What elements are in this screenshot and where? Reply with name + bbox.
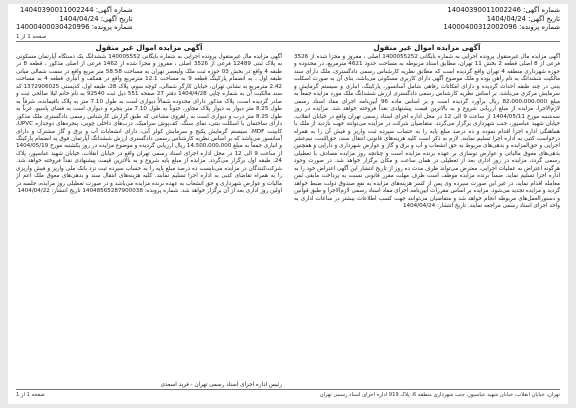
header-divider (16, 41, 560, 42)
meta-letter-row (443, 6, 560, 15)
meta-letter-label: شماره آگهی: (523, 6, 560, 14)
notice-body: آگهی مزایده مال غیرمنقول پرونده اجرایی به شماره بایگانی 140005552 ششدانگ یک دستگاه آپارتمان مسکونی به پلاک ثبتی 12489 فرعی از 3526 اصلی ، مفروز و مجزا شده از 1462 فرعی از اصلی مذکور ، قطعه 8 در طبقه 4 واقع در بخش 03 حوزه ثبت ملک ولیعصر تهران به مساحت 58.58 متر مربع واقع در سمت شمالی میانی طبقه اول ، به انضمام پارکینگ قطعه 9 به مساحت 12.1 مترمربع واقع در همکف و انباری قطعه 4 به مساحت 2.42 مترمربع به نشانی تهران، خیابان کارگر شمالی، کوچه سوم، پلاک 28، طبقه اول، کدپستی 1372906025 که سند مالکیت آن به شماره چاپی 1404/4/28 دفتر 27 صفحه 551 ذیل ثبت 92540 به نام خانم لیلا صالحی ثبت و صادر گردیده است، پلاک مذکور دارای محدوده شمالاً دیواری است به طول 7.10 متر به پلاک باقیمانده، شرقاً به طول 8.25 متر دیوار به دیوار پلاک مجاور، جنوباً به طول 7.10 متر پنجره و دیواری است به فضای پاسیو، غرباً به طول 8.25 متر درب و دیواری است به راهروی مشاعی که طبق گزارش کارشناس رسمی دادگستری ملک مذکور دارای ساختمان با اسکلت بتنی، نمای سنگ، کف‌پوش سرامیک، درب‌های داخلی چوبی، پنجره‌های دوجداره UPVC، کابینت MDF، سیستم گرمایش پکیج و سرمایش کولر آبی، دارای انشعابات آب و برق و گاز مشترک و دارای آسانسور می‌باشد که بر اساس نظریه کارشناس رسمی دادگستری ارزش ششدانگ آپارتمان فوق به انضمام پارکینگ و انباری جمعاً به مبلغ 14،500،000،000 ریال ارزیابی گردیده و موضوع مزایده در روز یکشنبه مورخ 1404/05/19 از ساعت 9 الی 12 در محل اداره اجرای اسناد رسمی تهران واقع در خیابان انقلاب، خیابان شهید عباسپور، پلاک 24، طبقه اول برگزار می‌گردد. مزایده از مبلغ پایه شروع و به بالاترین قیمت پیشنهادی نقداً فروخته خواهد شد. شرکت‌کنندگان در مزایده می‌بایست ده درصد مبلغ پایه را به حساب سپرده ثبت نزد بانک ملی واریز و فیش واریزی را به همراه تقاضای کتبی به اداره اجرا تسلیم نمایند. کلیه هزینه‌های انتقال سند و بدهی‌های معوق ملک اعم از مالیات و عوارض شهرداری و حق انشعاب به عهده برنده مزایده می‌باشد و در صورت تعطیلی روز مزایده، جلسه در اولین روز اداری بعد از آن برگزار خواهد شد. شماره پرونده: 14048565287900038 تاریخ انتشار: 1404/04/22 (16, 54, 282, 195)
footer-page-number: صفحه 1 از 1 (16, 392, 45, 398)
meta-date: 1404/04/24 (486, 14, 526, 23)
meta-file-label: شماره پرونده: (91, 23, 133, 31)
meta-file-row (443, 23, 560, 32)
notice-title: آگهی مزایده اموال غیر منقول (95, 43, 203, 52)
notice-left-column (16, 43, 282, 385)
page-number: صفحه 1 از 1 (16, 34, 47, 40)
meta-date-label: تاریخ آگهی: (100, 14, 133, 23)
meta-letter-number: 14040390011002246 (447, 6, 521, 14)
header-meta-left (16, 6, 133, 32)
notice-title: آگهی مزایده اموال غیر منقول (373, 43, 481, 52)
footer-divider (16, 389, 560, 390)
meta-date-label: تاریخ آگهی: (528, 14, 560, 23)
document-page (8, 4, 568, 404)
meta-letter-number: 14040390011002244 (20, 6, 94, 14)
notice-body: آگهی مزایده مال غیرمنقول پرونده اجرایی به شماره بایگانی 1400055252 اصلی ، مفروز و مجزا شده از 3526 فرعی از 8 اصلی قطعه 2 بخش 11 تهران، مطابق اسناد مربوطه به مساحت حدود 4621 مترمربع، در محدوده و حوزه شهرداری منطقه 4 تهران واقع گردیده است که مطابق نظریه کارشناس رسمی دادگستری، ملک دارای سند مالکیت ششدانگ به نام راهن بوده و ملک موضوع آگهی دارای کاربری مسکونی می‌باشد، بنای آن به صورت اسکلت بتنی در چند طبقه احداث گردیده و دارای امکانات رفاهی شامل آسانسور، پارکینگ، انباری و سیستم گرمایش و سرمایش مرکزی می‌باشد. بر اساس نظریه کارشناس رسمی دادگستری ارزش ششدانگ ملک مورد مزایده جمعاً به مبلغ 82،000،000،000 ریال برآورد گردیده است و بر اساس ماده 96 آیین‌نامه اجرای مفاد اسناد رسمی لازم‌الاجرا، مزایده از مبلغ ارزیابی شروع و به بالاترین قیمت پیشنهادی نقداً فروخته خواهد شد. مزایده در روز سه‌شنبه مورخ 1404/05/11 از ساعت 9 الی 12 در محل اداره اجرای اسناد رسمی تهران واقع در خیابان انقلاب، خیابان شهید عباسپور، جنب شهرداری برگزار می‌گردد. متقاضیان شرکت در مزایده می‌توانند جهت بازدید از ملک با هماهنگی اداره اجرا اقدام نموده و ده درصد مبلغ پایه را به حساب سپرده ثبت واریز و فیش آن را به همراه درخواست کتبی به اداره اجرا تسلیم نمایند. لازم به ذکر است کلیه هزینه‌های قانونی انتقال سند، حق‌الثبت، نیم‌عشر اجرایی و حق‌المزایده و بدهی‌های مربوط به حق انشعاب و آب و برق و گاز و عوارض شهرداری و دارایی و همچنین بدهی‌های معوق مالیاتی و عوارض نوسازی بر عهده برنده مزایده است و چنانچه روز مزایده مصادف با تعطیلی رسمی گردد، مزایده در روز اداری بعد از تعطیلی در همان ساعت و مکان برگزار خواهد شد. در صورت وجود هرگونه اعتراض به عملیات اجرایی، معترض می‌تواند ظرف مدت ده روز از تاریخ انتشار این آگهی اعتراض خود را به اداره اجرا تسلیم نماید. ضمناً برنده مزایده موظف است ظرف مهلت مقرر قانونی نسبت به پرداخت مابقی ثمن معامله اقدام نماید، در غیر این صورت سپرده وی پس از کسر هزینه‌های مزایده به نفع صندوق دولت ضبط خواهد گردید و مزایده تجدید می‌شود. مزایده بر اساس مقررات آیین‌نامه اجرای مفاد اسناد رسمی لازم‌الاجرا و طبق قوانین و دستورالعمل‌های مربوطه انجام خواهد شد و متقاضیان می‌توانند جهت کسب اطلاعات بیشتر در ساعات اداری به واحد اجرای اسناد رسمی مراجعه نمایند. تاریخ انتشار: 1404/04/24 (294, 54, 560, 210)
meta-letter-label: شماره آگهی: (95, 6, 133, 14)
meta-file-number: 14000400312002096 (443, 23, 517, 31)
meta-file-number: 14000400030420996 (16, 23, 90, 31)
signature-line: رئیس اداره اجرای اسناد رسمی تهران - فرید اسعدی (160, 382, 282, 388)
meta-date-row (16, 15, 133, 24)
meta-date: 1404/04/24 (59, 14, 99, 23)
notice-right-column (294, 43, 560, 385)
meta-date-row (443, 15, 560, 24)
meta-letter-row (16, 6, 133, 15)
meta-file-label: شماره پرونده: (519, 23, 560, 31)
meta-file-row (16, 23, 133, 32)
header-meta-right (443, 6, 560, 32)
footer (16, 392, 560, 399)
footer-address: تهران، خیابان انقلاب، خیابان شهید عباسپور، جنب شهرداری منطقه 6، پلاک 919 اداره اجرای اسناد رسمی تهران (319, 392, 560, 398)
